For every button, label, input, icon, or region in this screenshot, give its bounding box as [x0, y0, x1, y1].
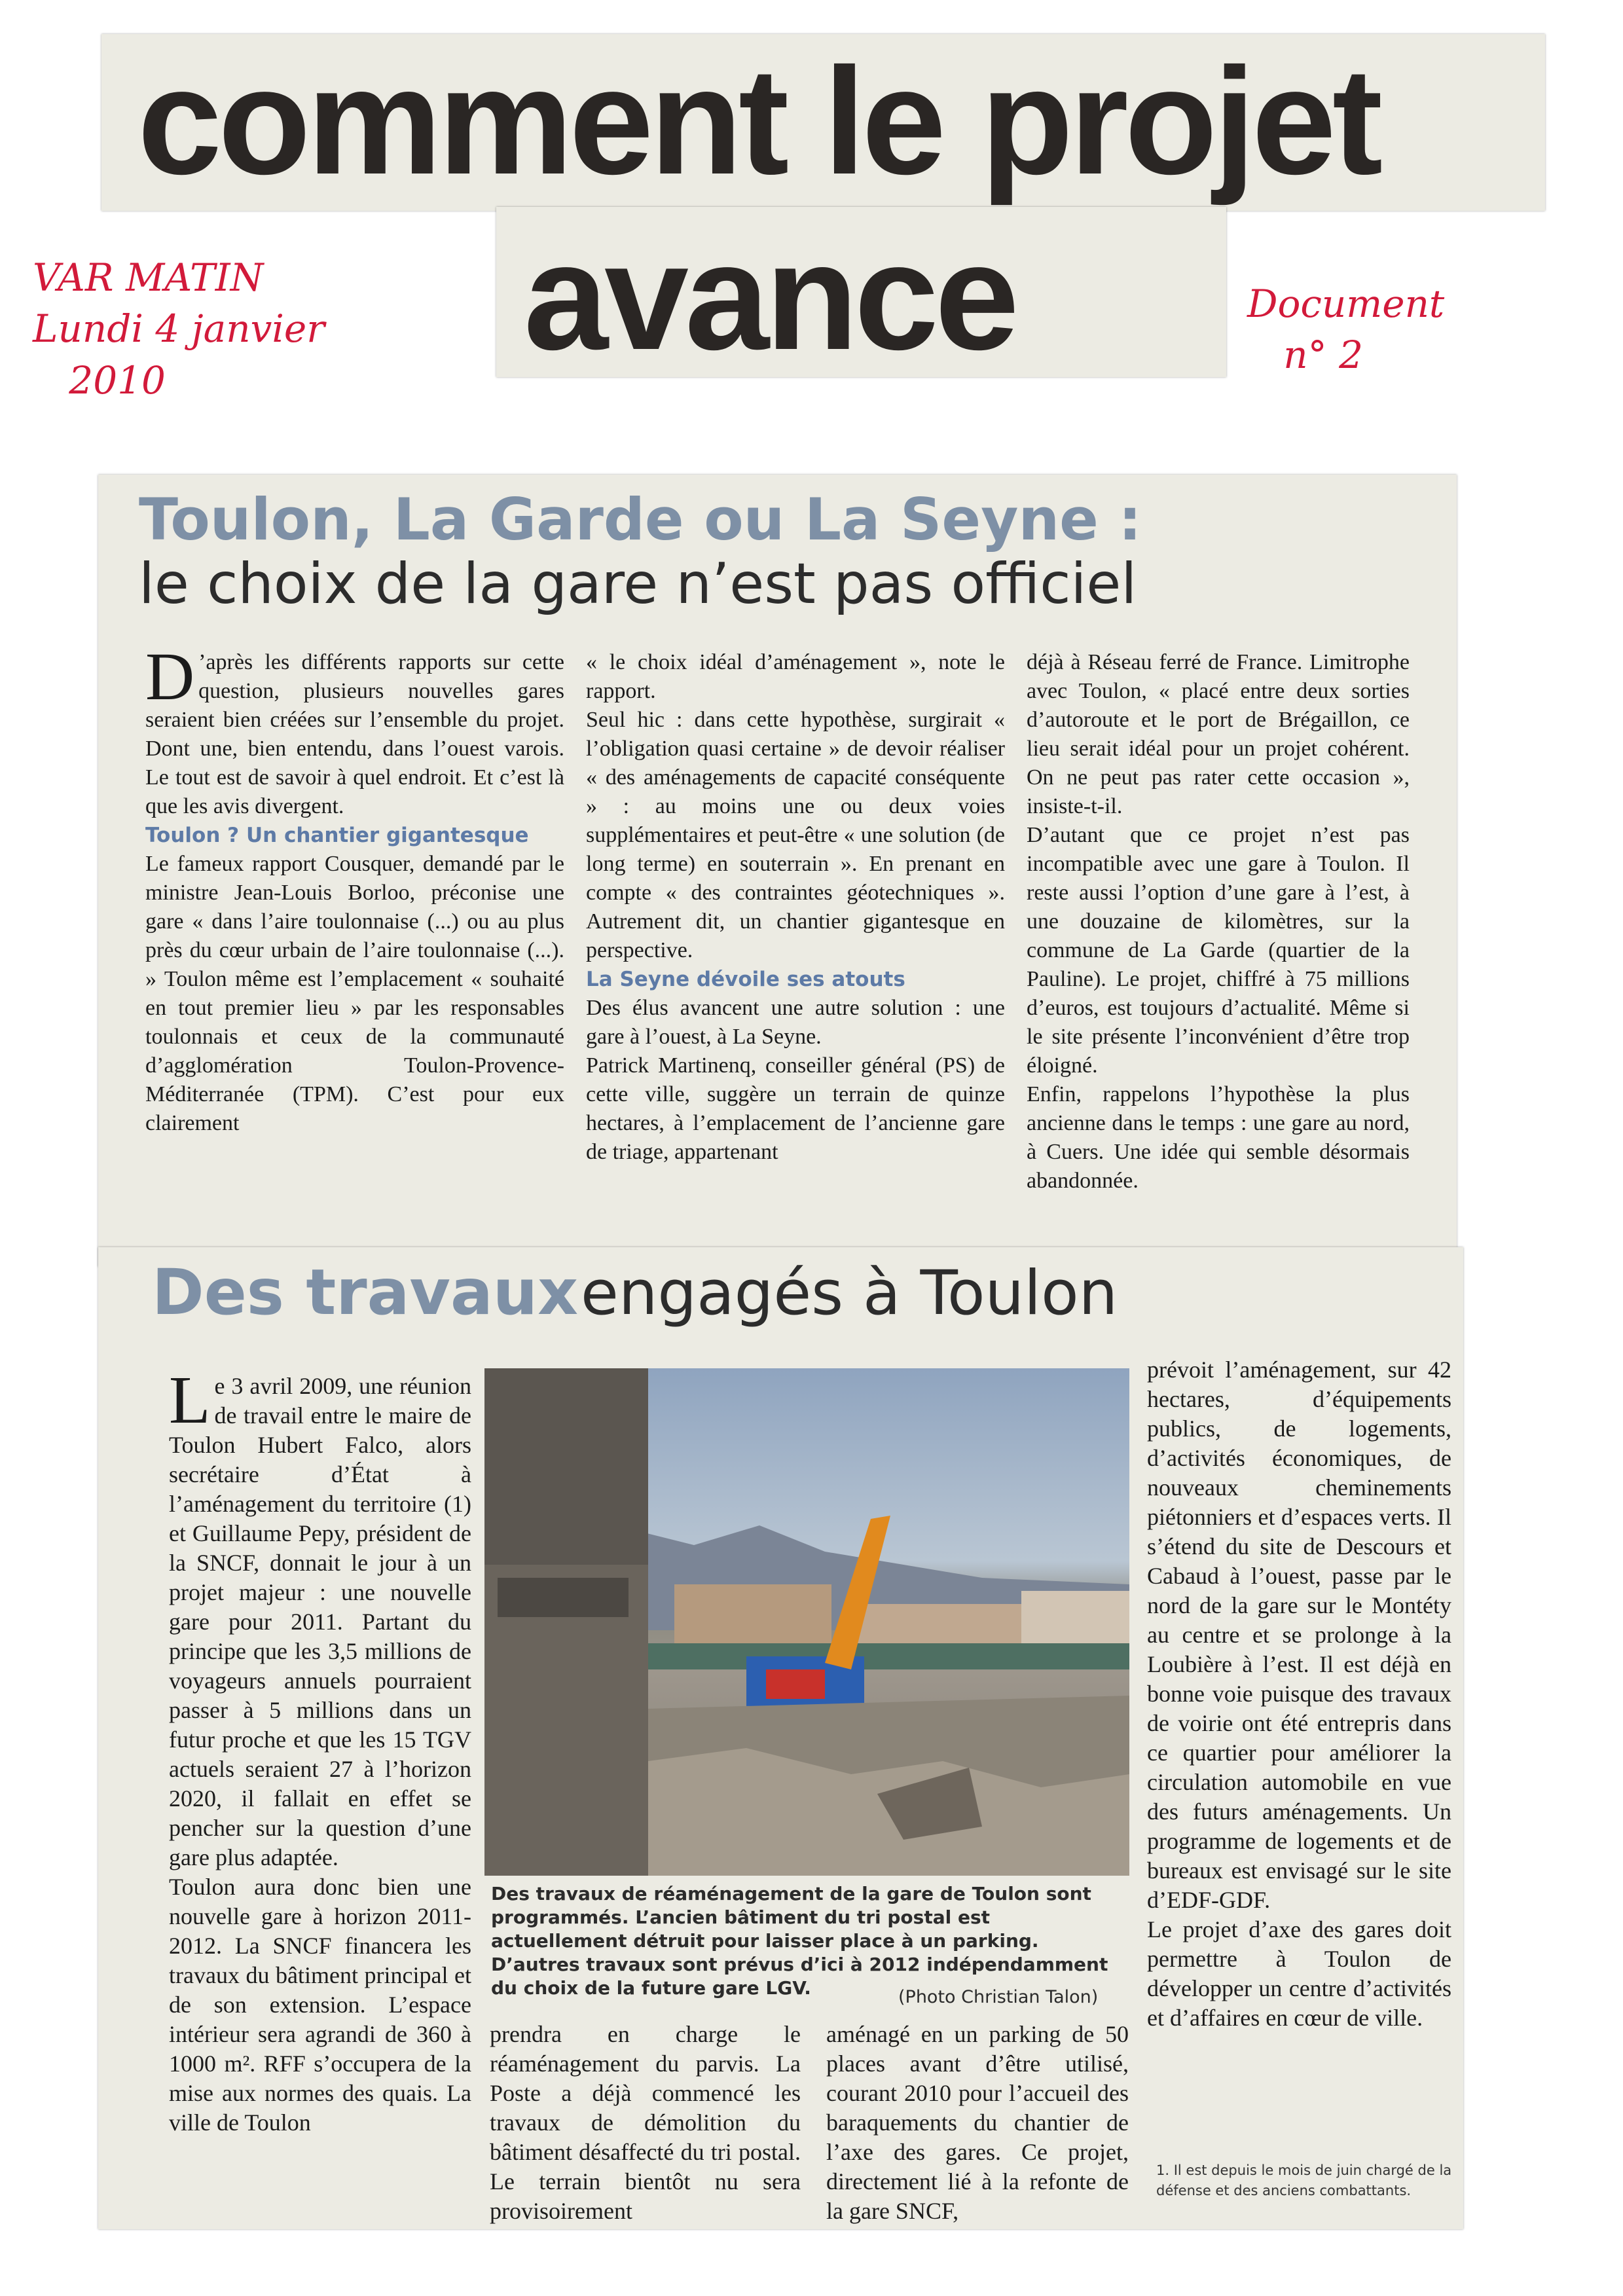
- photo-credit: (Photo Christian Talon): [898, 1987, 1099, 2007]
- article-2-column-2: [490, 2020, 801, 2226]
- article-2-column-4: [1147, 1355, 1451, 2033]
- article-1-intro: ’après les différents rapports sur cette question, plusieurs nouvelles gares seraient bien créées sur l’ensemble du projet. Dont une, bien entendu, dans l’ouest varois. Le tout est de savoir à quel endroit. Et c’est là que les avis divergent.: [145, 650, 564, 818]
- construction-photo: [484, 1368, 1129, 1876]
- article-1-title-dark: le choix de la gare n’est pas officiel: [139, 551, 1137, 617]
- handwritten-source-note: VAR MATIN Lundi 4 janvier 2010: [33, 255, 325, 403]
- footnote: 1. Il est depuis le mois de juin chargé de la défense et des anciens combattants.: [1156, 2162, 1452, 2198]
- article-1-paragraph-martinenq: Patrick Martinenq, conseiller général (PS) de cette ville, suggère un terrain de quinze hectares, à l’emplacement de l’ancienne gare de triage, appartenant: [586, 1053, 1005, 1164]
- article-2-title: [152, 1256, 1118, 1329]
- article-2-column-3: [826, 2020, 1129, 2226]
- article-1-subheading-seyne: La Seyne dévoile ses atouts: [586, 968, 905, 991]
- article-1-column-2: [586, 648, 1005, 1167]
- article-2-column-1: [169, 1362, 471, 2138]
- headline-line-1: comment le projet: [137, 37, 1379, 206]
- article-1-paragraph-cousquer: Le fameux rapport Cousquer, demandé par le ministre Jean-Louis Borloo, préconise une gare « dans l’aire toulonnaise (...) ou au plus près du cœur urbain de l’aire toulonnaise (...). » Toulon même est l’emplacement « souhaité en tout premier lieu » par les responsables toulonnais et ceux de la communauté d’agglomération Toulon-Provence-Méditerranée (TPM). C’est pour eux clairement: [145, 852, 564, 1135]
- article-2-dropcap: L: [169, 1362, 211, 1438]
- article-2-paragraph-axe-des-gares: Le projet d’axe des gares doit permettre à Toulon de développer un centre d’activités et d’affaires en cœur de ville.: [1147, 1916, 1451, 2031]
- headline-line-2: avance: [524, 212, 1015, 382]
- article-2-title-blue: Des travaux: [152, 1256, 578, 1329]
- article-1-column-3: [1027, 648, 1410, 1195]
- article-1-paragraph-cuers: Enfin, rappelons l’hypothèse la plus ancienne dans le temps : une gare au nord, à Cuers. Une idée qui semble désormais abandonnée.: [1027, 1082, 1410, 1193]
- article-2-paragraph-amenagement: prévoit l’aménagement, sur 42 hectares, d’équipements publics, de logements, d’activités économiques, de nouveaux cheminements piétonniers et d’espaces verts. Il s’étend du site de Descours et Cabaud à l’ouest, passe par le nord de la gare sur le Montéty au centre et se prolonge à la Loubière à l’est. Il est déjà en bonne voie puisque des travaux de voirie ont été entrepris dans ce quartier pour améliorer la circulation automobile en vue des futurs aménagements. Un programme de logements et de bureaux est envisagé sur le site d’EDF-GDF.: [1147, 1357, 1451, 1913]
- construction-photo-illustration: [484, 1368, 1129, 1876]
- article-1-dropcap: D: [145, 639, 195, 714]
- handwritten-document-number: Document n° 2: [1247, 282, 1445, 378]
- article-1-subheading-toulon: Toulon ? Un chantier gigantesque: [145, 824, 529, 847]
- article-2-paragraph-parking: aménagé en un parking de 50 places avant d’être utilisé, courant 2010 pour l’accueil des baraquements du chantier de l’axe des gares. Ce projet, directement lié à la refonte de la gare SNCF,: [826, 2021, 1129, 2224]
- article-1-column-1: [145, 639, 564, 1138]
- article-1-paragraph-la-garde: D’autant que ce projet n’est pas incompatible avec une gare à Toulon. Il reste aussi l’option d’une gare à l’est, à une douzaine de kilomètres, sur la commune de La Garde (quartier de la Pauline). Le projet, chiffré à 75 millions d’euros, est toujours d’actualité. Même si le site présente l’inconvénient d’être trop éloigné.: [1027, 823, 1410, 1078]
- article-2-paragraph-reunion: e 3 avril 2009, une réunion de travail entre le maire de Toulon Hubert Falco, alors secrétaire d’État à l’aménagement du territoire (1) et Guillaume Pepy, président de la SNCF, donnait le jour à un projet majeur : une nouvelle gare pour 2011. Partant du principe que les 3,5 millions de voyageurs annuels pourraient passer à 5 millions dans un futur proche et que les 15 TGV actuels seraient 27 à l’horizon 2020, il fallait en effet se pencher sur la question d’une gare plus adaptée.: [169, 1373, 471, 1870]
- article-1-paragraph-elus: Des élus avancent une autre solution : une gare à l’ouest, à La Seyne.: [586, 996, 1005, 1049]
- article-2-title-dark: engagés à Toulon: [581, 1258, 1118, 1329]
- article-2-paragraph-parvis: prendra en charge le réaménagement du parvis. La Poste a déjà commencé les travaux de démolition du bâtiment désaffecté du tri postal. Le terrain bientôt nu sera provisoirement: [490, 2021, 801, 2224]
- article-1-paragraph-choix: « le choix idéal d’aménagement », note le rapport.: [586, 650, 1005, 703]
- article-2-paragraph-nouvelle-gare: Toulon aura donc bien une nouvelle gare à horizon 2011-2012. La SNCF financera les travaux du bâtiment principal et de son extension. L’espace intérieur sera agrandi de 360 à 1000 m². RFF s’occupera de la mise aux normes des quais. La ville de Toulon: [169, 1874, 471, 2136]
- article-1-paragraph-hic: Seul hic : dans cette hypothèse, surgirait « l’obligation quasi certaine » de devoir réaliser « des aménagements de capacité conséquente » : au moins une ou deux voies supplémentaires et peut-être « une solution (de long terme) en souterrain ». En prenant en compte « des contraintes géotechniques ». Autrement dit, un chantier gigantesque en perspective.: [586, 708, 1005, 962]
- article-1-title-blue: Toulon, La Garde ou La Seyne :: [139, 486, 1142, 553]
- article-1-paragraph-rff: déjà à Réseau ferré de France. Limitrophe avec Toulon, « placé entre deux sorties d’autoroute et le port de Brégaillon, ce lieu serait idéal pour un projet cohérent. On ne peut pas rater cette occasion », insiste-t-il.: [1027, 650, 1410, 818]
- photo-caption: Des travaux de réaménagement de la gare de Toulon sont programmés. L’ancien bâtiment du tri postal est actuellement détruit pour laisser place à un parking. D’autres travaux sont prévus d’ici à 2012 indépendamment du choix de la future gare LGV.: [491, 1883, 1108, 1999]
